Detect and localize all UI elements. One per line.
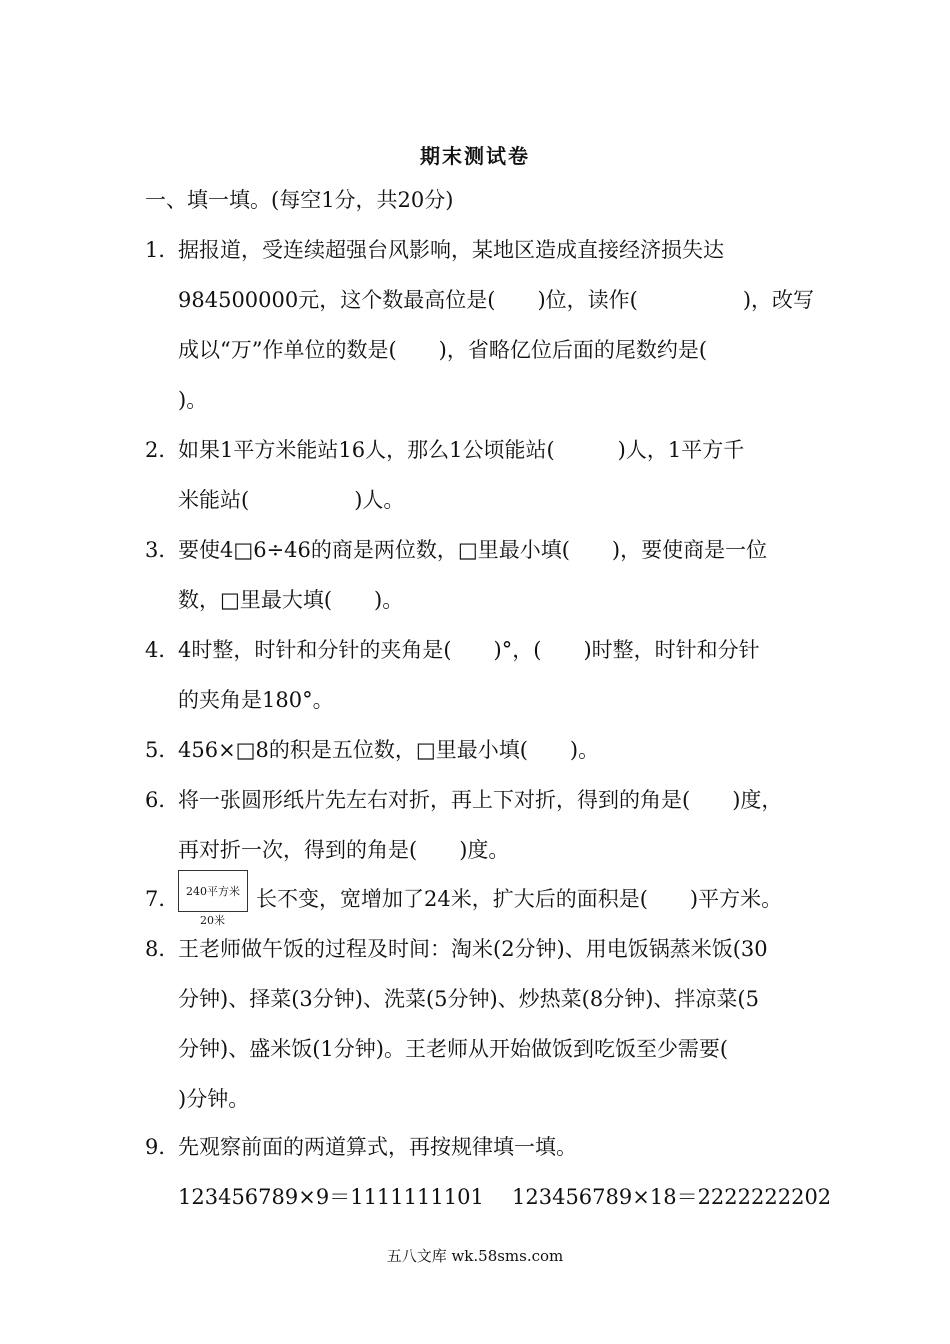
question-text: 456×□8的积是五位数，□里最小填( )。	[178, 738, 600, 762]
question-6-line-1	[145, 785, 782, 815]
page-title: 期末测试卷	[420, 144, 530, 168]
question-1-line-1	[145, 235, 724, 265]
question-2-line-2: 米能站( )人。	[178, 488, 405, 512]
question-2-line-1	[145, 435, 744, 465]
question-text: 将一张圆形纸片先左右对折，再上下对折，得到的角是( )度，	[178, 788, 783, 812]
question-number: 1．	[145, 238, 180, 262]
rectangle-width-label: 20米	[200, 914, 225, 927]
question-1-line-2: 984500000元，这个数最高位是( )位，读作( )，改写	[178, 288, 815, 312]
question-text: 要使4□6÷46的商是两位数，□里最小填( )，要使商是一位	[178, 538, 768, 562]
rectangle-figure: 240平方米	[178, 870, 248, 912]
question-number: 5．	[145, 738, 180, 762]
question-7-number: 7．	[145, 887, 180, 911]
question-number: 2．	[145, 438, 180, 462]
question-text: 如果1平方米能站16人，那么1公顷能站( )人，1平方千	[178, 438, 745, 462]
section-heading: 一、填一填。(每空1分，共20分)	[145, 188, 454, 212]
footer-watermark: 五八文库 wk.58sms.com	[386, 1247, 564, 1265]
question-8-line-4: )分钟。	[178, 1087, 250, 1111]
equation-1: 123456789×9＝1111111101	[178, 1185, 484, 1209]
question-6-line-2: 再对折一次，得到的角是( )度。	[178, 838, 510, 862]
question-number: 6．	[145, 788, 180, 812]
question-4-line-1	[145, 635, 760, 665]
question-1-line-4: )。	[178, 388, 208, 412]
question-text: 据报道，受连续超强台风影响，某地区造成直接经济损失达	[178, 238, 724, 262]
question-number: 4．	[145, 638, 180, 662]
question-1-line-3: 成以“万”作单位的数是( )，省略亿位后面的尾数约是(	[178, 338, 708, 362]
question-4-line-2: 的夹角是180°。	[178, 688, 334, 712]
equation-2: 123456789×18＝2222222202	[512, 1185, 832, 1209]
question-number: 3．	[145, 538, 180, 562]
question-3-line-1	[145, 535, 767, 565]
question-text: 王老师做午饭的过程及时间：淘米(2分钟)、用电饭锅蒸米饭(30	[178, 937, 768, 961]
question-3-line-2: 数，□里最大填( )。	[178, 588, 404, 612]
question-number: 8．	[145, 937, 180, 961]
question-5-line-1	[145, 735, 599, 765]
question-8-line-1	[145, 934, 768, 964]
question-text: 先观察前面的两道算式，再按规律填一填。	[178, 1135, 577, 1159]
question-number: 9．	[145, 1135, 180, 1159]
question-8-line-3: 分钟)、盛米饭(1分钟)。王老师从开始做饭到吃饭至少需要(	[178, 1037, 729, 1061]
question-8-line-2: 分钟)、择菜(3分钟)、洗菜(5分钟)、炒热菜(8分钟)、拌凉菜(5	[178, 987, 759, 1011]
question-text: 4时整，时针和分针的夹角是( )°，( )时整，时针和分针	[178, 638, 760, 662]
question-7-text: 长不变，宽增加了24米，扩大后的面积是( )平方米。	[256, 887, 783, 911]
question-9-line-1	[145, 1132, 577, 1162]
